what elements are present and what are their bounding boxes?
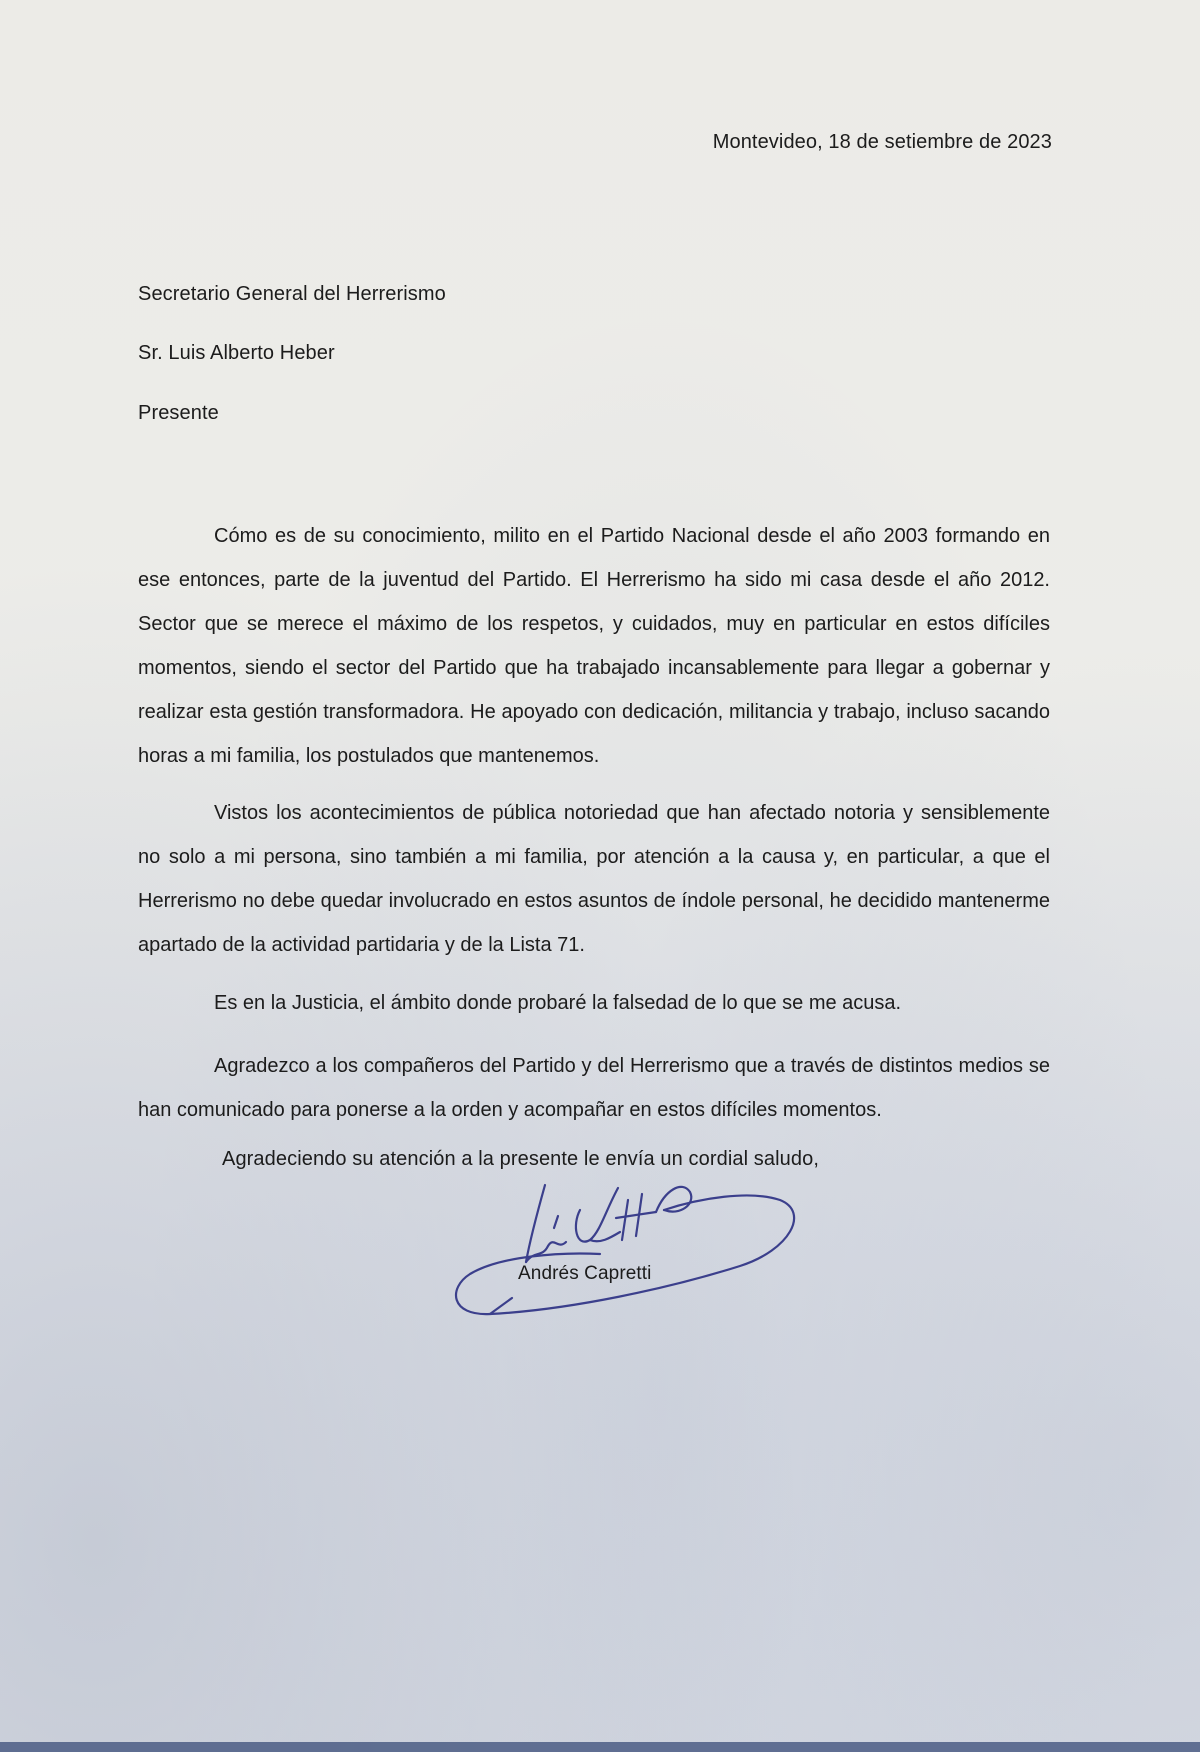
closing-line: Agradeciendo su atención a la presente le envía un cordial saludo, xyxy=(222,1148,819,1170)
signature-strokes xyxy=(456,1185,794,1314)
presente-line: Presente xyxy=(138,402,219,424)
signer-name: Andrés Capretti xyxy=(518,1263,652,1284)
handwritten-signature xyxy=(450,1170,820,1340)
body-paragraph-1: Cómo es de su conocimiento, milito en el Partido Nacional desde el año 2003 formando en ese entonces, parte de la juventud del Partido. El Herrerismo ha sido mi casa desde el año 2012. Sector que se merece el máximo de los respetos, y cuidados, muy en particular en estos difíciles momentos, siendo el sector del Partido que ha trabajado incansablemente para llegar a gobernar y realizar esta gestión transformadora. He apoyado con dedicación, militancia y trabajo, incluso sacando horas a mi familia, los postulados que mantenemos. xyxy=(138,525,1050,767)
recipient-title: Secretario General del Herrerismo xyxy=(138,283,446,305)
letter-date: Montevideo, 18 de setiembre de 2023 xyxy=(712,131,1052,153)
body-paragraph-3: Es en la Justicia, el ámbito donde probaré la falsedad de lo que se me acusa. xyxy=(214,992,902,1014)
recipient-name: Sr. Luis Alberto Heber xyxy=(138,342,335,364)
body-paragraph-2: Vistos los acontecimientos de pública notoriedad que han afectado notoria y sensiblemente no solo a mi persona, sino también a mi familia, por atención a la causa y, en particular, a que el Herrerismo no debe quedar involucrado en estos asuntos de índole personal, he decidido mantenerme apartado de la actividad partidaria y de la Lista 71. xyxy=(138,802,1050,956)
body-paragraph-4: Agradezco a los compañeros del Partido y del Herrerismo que a través de distintos medios se han comunicado para ponerse a la orden y acompañar en estos difíciles momentos. xyxy=(138,1055,1050,1121)
